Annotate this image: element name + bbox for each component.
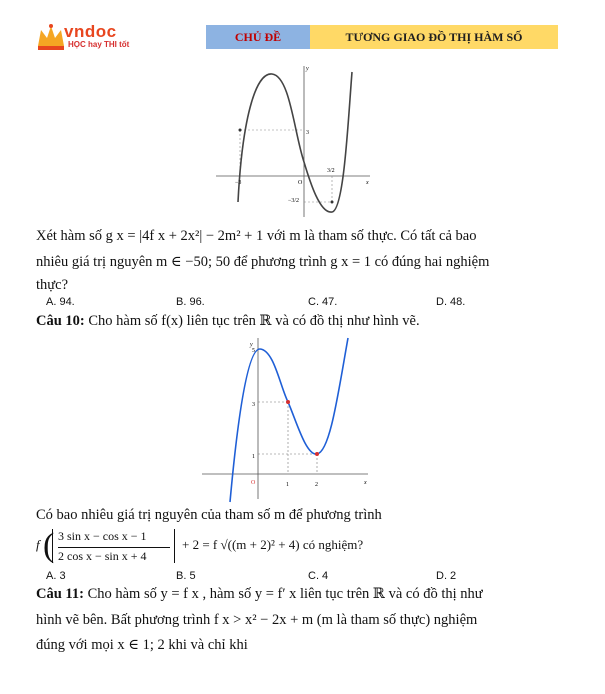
topic-title: TƯƠNG GIAO ĐỒ THỊ HÀM SỐ [310, 25, 558, 49]
graph-q9 [210, 62, 375, 222]
page-header [0, 0, 605, 60]
logo-slogan: HỌC hay THI tốt [68, 40, 130, 49]
q10-choice-a[interactable]: A. 3 [46, 570, 66, 582]
curve [230, 338, 348, 502]
q11-line2: hình vẽ bên. Bất phương trình f x > x² − 2x + m (m là tham số thực) nghiệm [36, 612, 478, 628]
q11-line3: đúng với mọi x ∈ 1; 2 khi và chỉ khi [36, 637, 248, 653]
crown-icon [36, 22, 66, 52]
q11-line1-text: Cho hàm số y = f x , hàm số y = f′ x liên tục trên ℝ và có đồ thị như [87, 586, 483, 602]
q10-intro-text: Cho hàm số f(x) liên tục trên ℝ và có đồ thị như hình vẽ. [88, 313, 420, 329]
q10-label: Câu 10: [36, 313, 85, 329]
q9-choice-c[interactable]: C. 47. [308, 296, 338, 308]
svg-text:y: y [250, 342, 253, 348]
q9-choice-b[interactable]: B. 96. [176, 296, 205, 308]
q9-line3: thực? [36, 277, 69, 293]
logo-name: vndoc [64, 22, 117, 41]
q9-choices [46, 296, 566, 310]
svg-text:x: x [366, 180, 369, 186]
q9-choice-a[interactable]: A. 94. [46, 296, 75, 308]
q10-choice-c[interactable]: C. 4 [308, 570, 329, 582]
svg-text:x: x [364, 480, 367, 486]
svg-text:O: O [298, 180, 303, 186]
q10-choice-b[interactable]: B. 5 [176, 570, 196, 582]
svg-text:O: O [251, 480, 256, 486]
svg-text:1: 1 [252, 454, 255, 460]
q9-line1: Xét hàm số g x = |4f x + 2x²| − 2m² + 1 với m là tham số thực. Có tất cả bao [36, 228, 477, 244]
svg-text:5: 5 [252, 348, 255, 354]
svg-text:3/2: 3/2 [327, 168, 335, 174]
q10-question: Có bao nhiêu giá trị nguyên của tham số m để phương trình [36, 507, 382, 523]
q9-choice-d[interactable]: D. 48. [436, 296, 466, 308]
eq-numerator: 3 sin x − cos x − 1 [58, 529, 147, 543]
graph-q10 [196, 334, 376, 504]
point-1-3 [286, 400, 290, 404]
topic-label: CHỦ ĐỀ [206, 25, 310, 49]
curve [238, 72, 352, 212]
svg-text:y: y [306, 66, 309, 72]
q10-choices [46, 570, 566, 584]
svg-text:1: 1 [286, 482, 289, 488]
q11-label: Câu 11: [36, 586, 84, 602]
q10-equation: f ( 3 sin x − cos x − 1 2 cos x − sin x + 4 + 2 = f √((m + 2)² + 4) có nghiệm? [36, 527, 364, 564]
svg-text:−3/2: −3/2 [288, 198, 300, 204]
svg-text:−3: −3 [235, 180, 242, 186]
svg-text:2: 2 [315, 482, 318, 488]
vndoc-logo[interactable] [36, 22, 156, 54]
eq-denominator: 2 cos x − sin x + 4 [58, 549, 147, 563]
eq-rest: + 2 = f √((m + 2)² + 4) có nghiệm? [182, 537, 364, 552]
q10-choice-d[interactable]: D. 2 [436, 570, 457, 582]
q10-intro [36, 311, 420, 331]
svg-text:3: 3 [252, 402, 255, 408]
q9-line2: nhiêu giá trị nguyên m ∈ −50; 50 để phương trình g x = 1 có đúng hai nghiệm [36, 254, 490, 270]
point-2-1 [315, 452, 319, 456]
q11-line1 [36, 584, 483, 604]
svg-text:3: 3 [306, 130, 309, 136]
